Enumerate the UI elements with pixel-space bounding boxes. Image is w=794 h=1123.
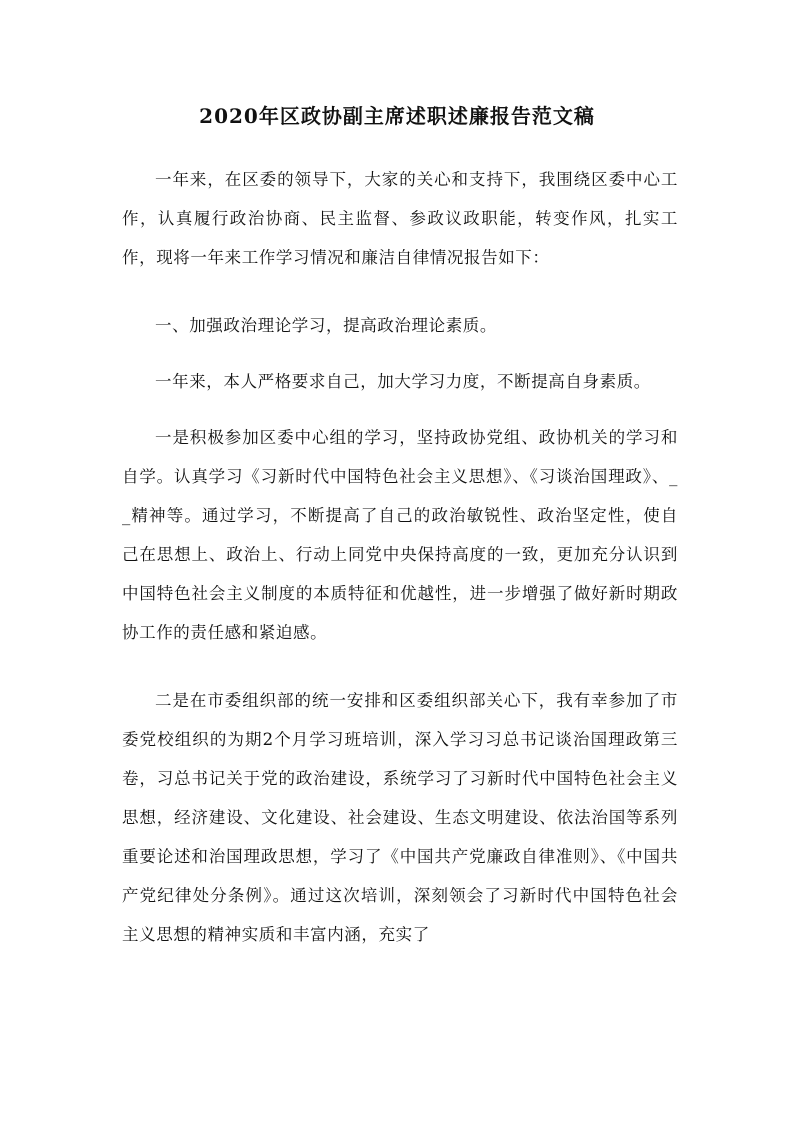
paragraph-point-two: 二是在市委组织部的统一安排和区委组织部关心下，我有幸参加了市委党校组织的为期2个月学习班培训，深入学习习总书记谈治国理政第三卷，习总书记关于党的政治建设，系统学习了习新时代中国特色社会主义思想，经济建设、文化建设、社会建设、生态文明建设、依法治国等系列重要论述和治国理政思想，学习了《中国共产党廉政自律准则》、《中国共产党纪律处分条例》。通过这次培训，深刻领会了习新时代中国特色社会主义思想的精神实质和丰富内涵，充实了 (122, 691, 678, 944)
paragraph-intro: 一年来，在区委的领导下，大家的关心和支持下，我围绕区委中心工作，认真履行政治协商、民主监督、参政议政职能，转变作风，扎实工作，现将一年来工作学习情况和廉洁自律情况报告如下： (122, 170, 678, 267)
paragraph-summary: 一年来，本人严格要求自己，加大学习力度，不断提高自身素质。 (155, 372, 651, 391)
document-title: 2020年区政协副主席述职述廉报告范文稿 (199, 104, 595, 128)
paragraph-point-one: 一是积极参加区委中心组的学习，坚持政协党组、政协机关的学习和自学。认真学习《习新时代中国特色社会主义思想》、《习谈治国理政》、__精神等。通过学习，不断提高了自己的政治敏锐性、政治坚定性，使自己在思想上、政治上、行动上同党中央保持高度的一致，更加充分认识到中国特色社会主义制度的本质特征和优越性，进一步增强了做好新时期政协工作的责任感和紧迫感。 (122, 428, 678, 642)
section-heading-1: 一、加强政治理论学习，提高政治理论素质。 (155, 316, 497, 335)
